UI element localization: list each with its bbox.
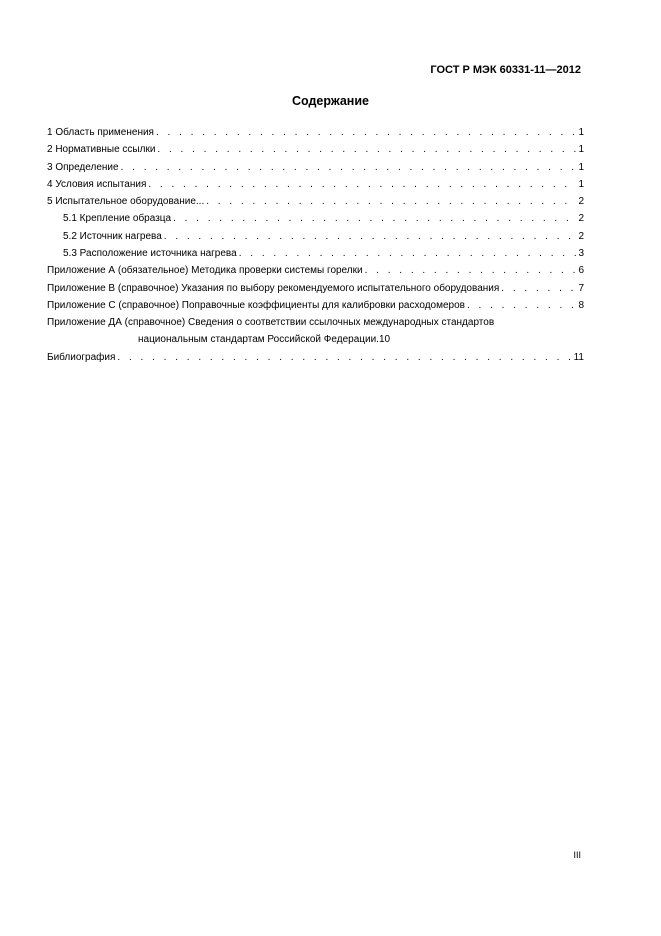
toc-subentry[interactable] (47, 212, 584, 229)
toc-entry-page: 1 (578, 161, 584, 173)
toc-entry[interactable] (47, 126, 584, 143)
toc-entry-label: Библиография (47, 351, 116, 363)
toc-entry-page: 2 (578, 230, 584, 242)
dot-leader (156, 126, 576, 140)
toc-entry-appendix[interactable] (47, 264, 584, 281)
toc-entry-label: 1 Область применения (47, 127, 154, 138)
toc-entry-page: 1 (578, 144, 584, 156)
toc-entry-page: 8 (578, 299, 584, 311)
toc-entry[interactable] (47, 351, 584, 368)
toc-entry-appendix[interactable] (47, 316, 584, 350)
toc-entry-label: Приложение В (справочное) Указания по выбору рекомендуемого испытательного оборудования (47, 282, 500, 294)
toc-entry-page: 6 (578, 265, 584, 277)
dot-leader (173, 212, 576, 226)
page-title: Содержание (291, 94, 369, 108)
toc-entry-page: 7 (578, 282, 584, 294)
toc-entry-label: Приложение С (справочное) Поправочные коэффициенты для калибровки расходомеров (47, 299, 465, 311)
toc-subentry[interactable] (47, 230, 584, 247)
toc-entry-label: Приложение А (обязательное) Методика проверки системы горелки (47, 265, 363, 277)
toc-entry-page: 3 (578, 248, 584, 260)
toc-entry-label: 2 Нормативные ссылки (47, 144, 156, 156)
toc-entry-label: 5 Испытательное оборудование... (47, 196, 205, 208)
dot-leader (239, 247, 577, 261)
toc-entry-label: 5.3 Расположение источника нагрева (63, 248, 237, 260)
dot-leader (117, 351, 571, 365)
toc-entry-page: 11 (573, 351, 584, 363)
toc-subentry[interactable] (47, 247, 584, 264)
dot-leader (365, 264, 577, 278)
dot-leader (467, 299, 576, 313)
toc-entry-label: Приложение ДА (справочное) Сведения о соответствии ссылочных международных стандартов (47, 317, 495, 329)
toc-entry[interactable] (47, 143, 584, 160)
toc-entry-page: 1 (578, 178, 584, 190)
dot-leader (501, 282, 576, 296)
toc-entry-appendix[interactable] (47, 299, 584, 316)
document-header: ГОСТ Р МЭК 60331-11—2012 (430, 64, 581, 76)
toc-entry[interactable] (47, 161, 584, 178)
dot-leader (148, 178, 576, 192)
toc-entry-page: 2 (578, 196, 584, 208)
dot-leader (164, 230, 577, 244)
dot-leader (206, 195, 576, 209)
toc-entry-appendix[interactable] (47, 282, 584, 299)
page-number: III (573, 850, 581, 860)
dot-leader (121, 161, 577, 175)
toc-entry-label-continuation: национальным стандартам Российской Федерации. (138, 334, 379, 346)
toc-entry-page: 10 (378, 334, 391, 346)
table-of-contents (47, 126, 584, 368)
dot-leader (157, 143, 576, 157)
toc-entry-label: 4 Условия испытания (47, 178, 147, 190)
toc-entry[interactable] (47, 195, 584, 212)
toc-entry[interactable] (47, 178, 584, 195)
toc-entry-label: 3 Определение (47, 161, 119, 173)
toc-entry-label: 5.1 Крепление образца (63, 213, 172, 225)
toc-entry-page: 2 (578, 213, 584, 225)
toc-entry-page: 1 (578, 127, 584, 138)
toc-entry-label: 5.2 Источник нагрева (63, 230, 162, 242)
